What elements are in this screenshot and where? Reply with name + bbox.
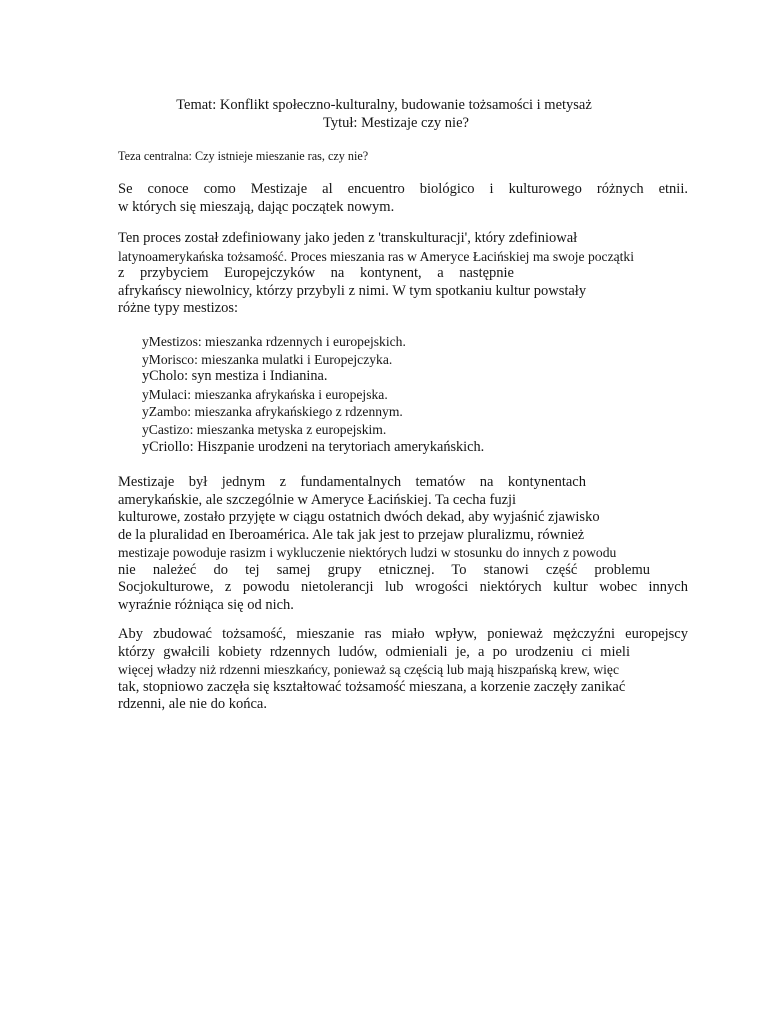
paragraph-identity <box>118 626 688 714</box>
paragraph-line: w których się mieszają, dając początek nowym. <box>118 198 395 215</box>
list-item: yZambo: mieszanka afrykańskiego z rdzennym. <box>142 404 403 420</box>
list-item: yCriollo: Hiszpanie urodzeni na terytoriach amerykańskich. <box>142 438 485 455</box>
paragraph-line: mestizaje powoduje rasizm i wykluczenie niektórych ludzi w stosunku do innych z powodu <box>118 545 617 560</box>
paragraph-line: rdzenni, ale nie do końca. <box>118 696 267 712</box>
document-title: Tytuł: Mestizaje czy nie? <box>323 115 469 131</box>
document-header <box>0 96 768 132</box>
list-item: yMulaci: mieszanka afrykańska i europejska. <box>142 386 388 402</box>
list-item: yCholo: syn mestiza i Indianina. <box>142 368 328 385</box>
paragraph-line: Socjokulturowe, z powodu nietolerancji lub wrogości niektórych kultur wobec innych <box>118 579 688 595</box>
paragraph-line: z przybyciem Europejczyków na kontynent, a następnie <box>118 265 514 281</box>
paragraph-line: którzy gwałcili kobiety rdzennych ludów, odmieniali je, a po urodzeniu ci mieli <box>118 643 630 660</box>
central-thesis: Teza centralna: Czy istnieje mieszanie ras, czy nie? <box>118 149 369 163</box>
paragraph-line: de la pluralidad en Iberoamérica. Ale tak jak jest to przejaw pluralizmu, również <box>118 526 585 543</box>
list-item: yMestizos: mieszanka rdzennych i europejskich. <box>142 334 406 349</box>
paragraph-line: Se conoce como Mestizaje al encuentro biológico i kulturowego różnych etnii. <box>118 181 688 197</box>
paragraph-line: amerykańskie, ale szczególnie w Ameryce Łacińskiej. Ta cecha fuzji <box>118 491 517 508</box>
paragraph-line: afrykańscy niewolnicy, którzy przybyli z nimi. W tym spotkaniu kultur powstały <box>118 282 587 299</box>
list-item: yCastizo: mieszanka metyska z europejskim. <box>142 421 387 437</box>
paragraph-line: Mestizaje był jednym z fundamentalnych tematów na kontynentach <box>118 474 586 490</box>
paragraph-line: różne typy mestizos: <box>118 300 239 316</box>
paragraph-line: wyraźnie różniąca się od nich. <box>118 596 294 613</box>
paragraph-line: więcej władzy niż rdzenni mieszkańcy, ponieważ są częścią lub mają hiszpańską krew, więc <box>118 662 619 677</box>
paragraph-transculturation <box>118 230 688 318</box>
paragraph-line: tak, stopniowo zaczęła się kształtować tożsamość mieszana, a korzenie zaczęły zanikać <box>118 678 626 695</box>
topic-heading: Temat: Konflikt społeczno-kulturalny, budowanie tożsamości i metysaż <box>176 97 592 113</box>
list-item: yMorisco: mieszanka mulatki i Europejczyka. <box>142 351 393 367</box>
mestizo-types-list <box>142 333 484 456</box>
paragraph-line: kulturowe, zostało przyjęte w ciągu ostatnich dwóch dekad, aby wyjaśnić zjawisko <box>118 509 600 525</box>
paragraph-line: latynoamerykańska tożsamość. Proces mieszania ras w Ameryce Łacińskiej ma swoje początki <box>118 248 635 264</box>
paragraph-pluralism <box>118 474 688 614</box>
paragraph-line: nie należeć do tej samej grupy etnicznej. To stanowi część problemu <box>118 561 650 578</box>
paragraph-line: Ten proces został zdefiniowany jako jeden z 'transkulturacji', który zdefiniował <box>118 230 578 246</box>
paragraph-definition <box>118 181 688 216</box>
paragraph-line: Aby zbudować tożsamość, mieszanie ras miało wpływ, ponieważ mężczyźni europejscy <box>118 626 688 642</box>
